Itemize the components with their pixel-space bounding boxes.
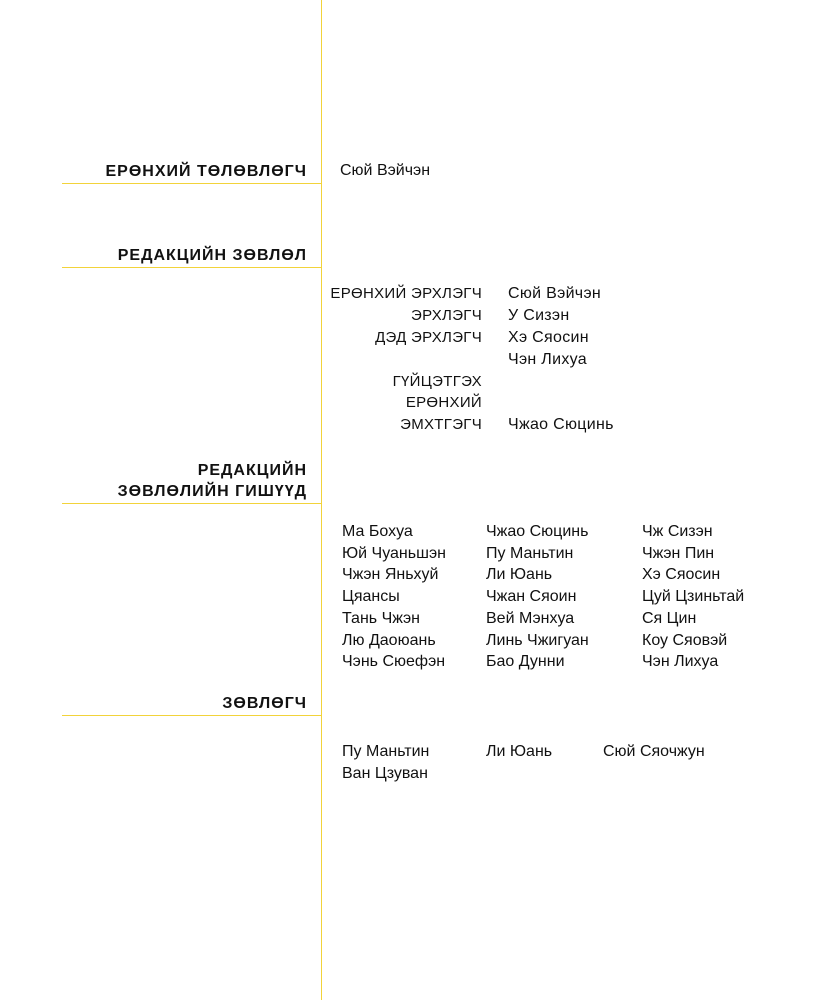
editorial-board-heading: РЕДАКЦИЙН ЗӨВЛӨЛ bbox=[117, 247, 307, 264]
chief-planner-rule bbox=[62, 183, 322, 184]
board-members-heading-line1: РЕДАКЦИЙН bbox=[197, 462, 307, 479]
role-deputy-editor: ДЭД ЭРХЛЭГЧ bbox=[375, 329, 482, 346]
name-deputy-editor-2: Чэн Лихуа bbox=[508, 351, 587, 368]
name-deputy-editor-1: Хэ Сяосин bbox=[508, 329, 589, 346]
member-name: Тань Чжэн bbox=[342, 609, 420, 627]
member-name: Вей Мэнхуа bbox=[486, 609, 575, 627]
role-editor-in-chief: ЕРӨНХИЙ ЭРХЛЭГЧ bbox=[330, 285, 482, 302]
advisors-heading: ЗӨВЛӨГЧ bbox=[222, 695, 307, 712]
member-name: Ли Юань bbox=[486, 566, 553, 584]
member-name: Юй Чуаньшэн bbox=[342, 544, 446, 562]
member-name: Чжэн Пин bbox=[642, 544, 715, 562]
member-name: Цяансы bbox=[342, 588, 400, 606]
role-executive-line3: ЭМХТГЭГЧ bbox=[400, 416, 482, 433]
board-members-column-1 bbox=[342, 521, 446, 673]
advisor-name: Сюй Сяочжун bbox=[603, 743, 705, 760]
member-name: Ся Цин bbox=[642, 609, 697, 627]
member-name: Коу Сяовэй bbox=[642, 631, 728, 649]
board-members-rule bbox=[62, 503, 322, 504]
chief-planner-heading: ЕРӨНХИЙ ТӨЛӨВЛӨГЧ bbox=[105, 163, 307, 180]
board-members-heading-line2: ЗӨВЛӨЛИЙН ГИШҮҮД bbox=[117, 483, 307, 500]
member-name: Чэн Лихуа bbox=[642, 653, 719, 671]
board-members-column-2 bbox=[486, 521, 589, 673]
name-editor-in-chief: Сюй Вэйчэн bbox=[508, 285, 602, 302]
member-name: Пу Маньтин bbox=[486, 544, 574, 562]
member-name: Линь Чжигуан bbox=[486, 631, 589, 649]
member-name: Чжао Сюцинь bbox=[486, 523, 589, 540]
board-members-column-3 bbox=[642, 521, 744, 673]
member-name: Бао Дунни bbox=[486, 653, 565, 671]
member-name: Цуй Цзиньтай bbox=[642, 588, 745, 606]
member-name: Ма Бохуа bbox=[342, 523, 413, 540]
advisor-name: Ли Юань bbox=[486, 743, 553, 760]
name-executive-compiler: Чжао Сюцинь bbox=[508, 416, 614, 433]
chief-planner-name: Сюй Вэйчэн bbox=[340, 162, 431, 179]
name-editor: У Сизэн bbox=[508, 307, 570, 324]
member-name: Чжэн Яньхуй bbox=[342, 566, 439, 584]
member-name: Хэ Сяосин bbox=[642, 566, 721, 584]
advisor-name: Пу Маньтин bbox=[342, 743, 430, 760]
editorial-board-rule bbox=[62, 267, 322, 268]
role-executive-line1: ГҮЙЦЭТГЭХ bbox=[392, 373, 482, 390]
advisor-name: Ван Цзуван bbox=[342, 765, 428, 782]
member-name: Лю Даоюань bbox=[342, 631, 436, 649]
member-name: Чжан Сяоин bbox=[486, 588, 577, 606]
member-name: Чж Сизэн bbox=[642, 523, 713, 540]
role-executive-line2: ЕРӨНХИЙ bbox=[405, 394, 482, 411]
advisors-rule bbox=[62, 715, 322, 716]
role-editor: ЭРХЛЭГЧ bbox=[411, 307, 482, 324]
member-name: Чэнь Сюефэн bbox=[342, 653, 446, 671]
vertical-divider bbox=[321, 0, 322, 1000]
